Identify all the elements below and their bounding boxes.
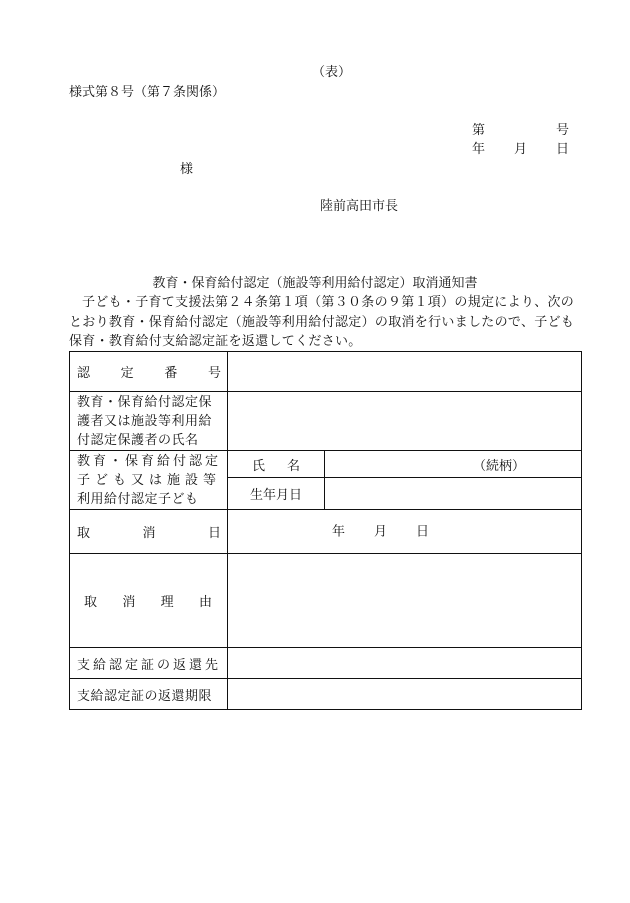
birthdate-field[interactable] (325, 478, 582, 510)
cancellation-date-label: 取 消 日 (70, 510, 228, 554)
return-destination-field[interactable] (228, 648, 582, 679)
issuer-name: 陸前高田市長 (320, 199, 399, 214)
row-child-name (70, 451, 582, 478)
row-cancellation-reason (70, 554, 582, 648)
return-deadline-label: 支給認定証の返還期限 (70, 679, 228, 710)
date-day-label: 日 (556, 142, 570, 157)
relationship-label: （続柄） (472, 458, 525, 474)
return-deadline-field[interactable] (228, 679, 582, 710)
certification-number-field[interactable] (228, 352, 582, 392)
body-line-3: 保育・教育給付支給認定証を返還してください。 (69, 334, 362, 349)
birthdate-label: 生年月日 (228, 478, 325, 510)
notice-form-table (69, 351, 582, 710)
cancel-year-label: 年 (332, 524, 346, 539)
cancellation-date-field[interactable] (228, 510, 582, 554)
document-title: 教育・保育給付認定（施設等利用給付認定）取消通知書 (152, 276, 478, 291)
row-guardian (70, 392, 582, 451)
form-number: 様式第８号（第７条関係） (69, 85, 226, 100)
date-month-label: 月 (514, 142, 528, 157)
child-name-label: 氏 名 (228, 451, 325, 478)
return-destination-label: 支給認定証の返還先 (70, 648, 228, 679)
child-label: 教育・保育給付認定 子ども又は施設等 利用給付認定子ども (70, 451, 228, 510)
cancel-month-label: 月 (374, 524, 388, 539)
row-certification-number (70, 352, 582, 392)
body-line-2: とおり教育・保育給付認定（施設等利用給付認定）の取消を行いましたので、子ども (69, 315, 575, 330)
cancellation-reason-label: 取 消 理 由 (70, 554, 228, 648)
row-cancellation-date (70, 510, 582, 554)
recipient-honorific: 様 (180, 162, 194, 177)
row-return-destination (70, 648, 582, 679)
cancel-day-label: 日 (416, 524, 430, 539)
body-line-1: 子ども・子育て支援法第２４条第１項（第３０条の９第１項）の規定により、次の (82, 295, 575, 310)
row-return-deadline (70, 679, 582, 710)
side-label: （表） (312, 65, 352, 80)
certification-number-label: 認 定 番 号 (70, 352, 228, 392)
child-name-field[interactable] (325, 451, 582, 478)
cancellation-reason-field[interactable] (228, 554, 582, 648)
guardian-name-label: 教育・保育給付認定保 護者又は施設等利用給 付認定保護者の氏名 (70, 392, 228, 451)
doc-number-prefix: 第 (472, 123, 486, 138)
guardian-name-field[interactable] (228, 392, 582, 451)
doc-number-suffix: 号 (556, 123, 570, 138)
date-year-label: 年 (472, 142, 486, 157)
